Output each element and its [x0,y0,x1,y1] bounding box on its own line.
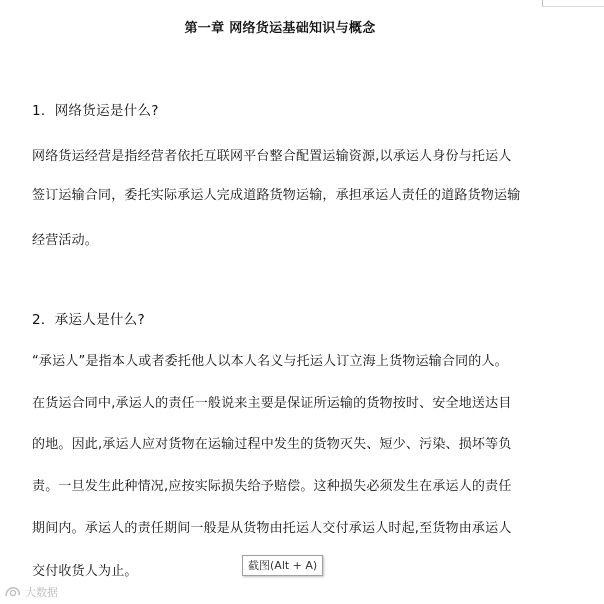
section-2-line-1: “承运人”是指本人或者委托他人以本人名义与托运人订立海上货物运输合同的人。 [32,354,508,369]
watermark-text: 大数据 [25,586,58,599]
camera-logo-icon [4,585,22,599]
section-2-line-4: 责。一旦发生此种情况,应按实际损失给予赔偿。这种损失必须发生在承运人的责任 [32,479,512,494]
watermark [4,584,58,600]
section-heading-1: 1．网络货运是什么? [32,103,159,119]
section-1-line-1: 网络货运经营是指经营者依托互联网平台整合配置运输资源,以承运人身份与托运人 [32,149,512,164]
section-1-line-2: 签订运输合同，委托实际承运人完成道路货物运输，承担承运人责任的道路货物运输 [32,188,521,203]
screenshot-tooltip: 截图(Alt + A) [242,555,323,576]
chapter-title: 第一章 网络货运基础知识与概念 [184,21,376,36]
section-2-line-2: 在货运合同中,承运人的责任一般说来主要是保证所运输的货物按时、安全地送达目 [32,396,512,411]
section-2-line-5: 期间内。承运人的责任期间一般是从货物由托运人交付承运人时起,至货物由承运人 [32,521,512,536]
section-2-line-6: 交付收货人为止。 [32,564,138,579]
section-1-line-3: 经营活动。 [32,233,99,248]
section-heading-2: 2．承运人是什么? [32,312,145,328]
section-2-line-3: 的地。因此,承运人应对货物在运输过程中发生的货物灭失、短少、污染、损坏等负 [32,437,512,452]
